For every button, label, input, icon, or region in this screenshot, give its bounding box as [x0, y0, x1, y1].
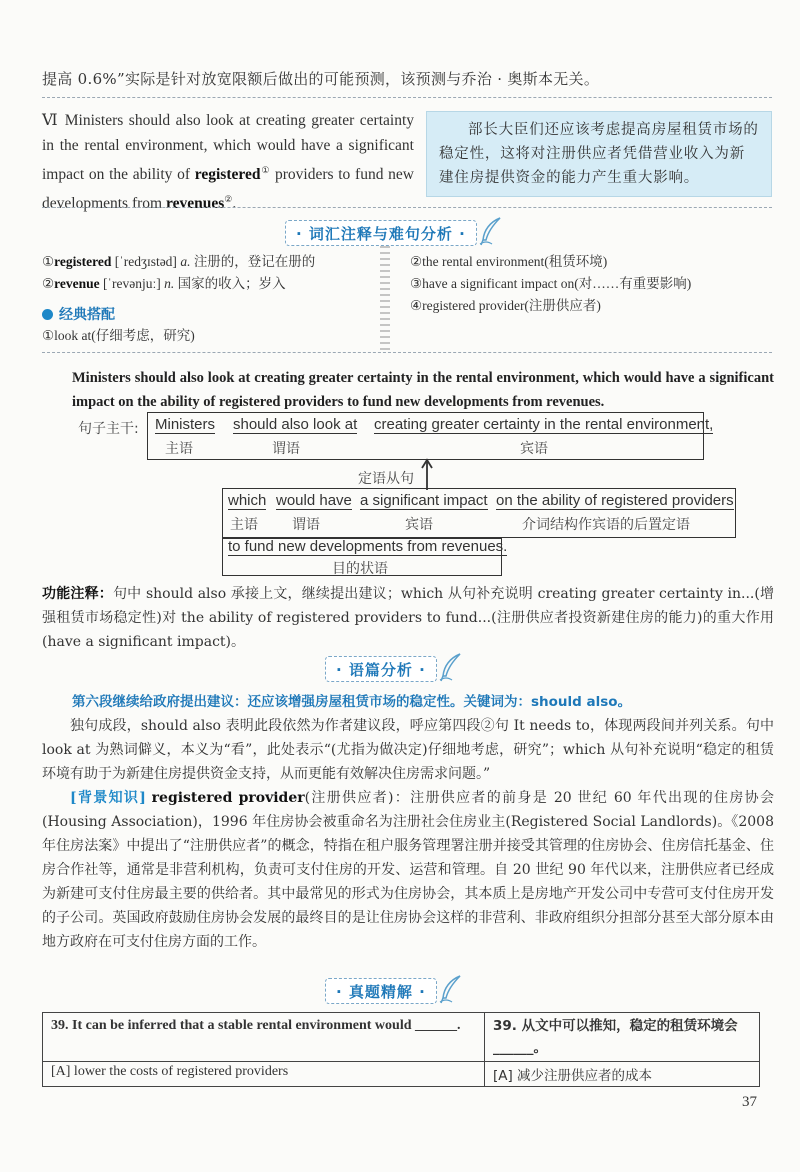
section-heading-discourse: · 语篇分析 · [325, 656, 437, 682]
discourse-summary: 第六段继续给政府提出建议：还应该增强房屋租赁市场的稳定性。关键词为：should also。 [72, 694, 632, 710]
analysis-sentence: Ministers should also look at creating greater certainty in the rental environment, which would have a significant impact on the ability of registered providers to fund new developments from revenues. [72, 370, 774, 410]
section-heading-exam: · 真题精解 · [325, 978, 437, 1004]
clause-part-modifier-cn: 介词结构作宾语的后置定语 [522, 517, 690, 533]
main-part-object: creating greater certainty in the rental environment, [374, 416, 714, 433]
clause-part-subject: which [228, 492, 267, 509]
clause-part-predicate-cn: 谓语 [292, 517, 320, 533]
main-part-subject-cn: 主语 [165, 441, 193, 457]
intro-line: 提高 0.6%”实际是针对放宽限额后做出的可能预测，该预测与乔治 · 奥斯本无关。 [42, 70, 600, 88]
option-a-cn: [A] 减少注册供应者的成本 [485, 1062, 760, 1087]
divider [42, 97, 772, 98]
function-note: 功能注释：句中 should also 承接上文，继续提出建议；which 从句补充说明 creating greater certainty in...(增强租赁市场稳定性)对 the ability of registered providers to fund...(注册供应者投资新建住房的能力)的重大作用(have a significant impact)。 [42, 586, 774, 650]
translation-box: 部长大臣们还应该考虑提高房屋租赁市场的稳定性，这将对注册供应者凭借营业收入为新建住房提供资金的能力产生重大影响。 [426, 111, 772, 197]
vocab-phrase: ③have a significant impact on(对……有重要影响) [410, 276, 692, 291]
clause-part-predicate: would have [276, 492, 352, 509]
paragraph-vi: Ⅵ Ministers should also look at creating greater certainty in the rental environment, which would have a significant impact on the ability of registered① providers to fund new developments from revenues②. [42, 112, 415, 213]
paragraph-numeral: Ⅵ [42, 112, 60, 129]
table-row [43, 1062, 760, 1087]
vocab-phrase: ②the rental environment(租赁环境) [410, 254, 608, 269]
main-part-predicate-cn: 谓语 [272, 441, 300, 457]
quill-icon [478, 216, 504, 246]
arrow-up-icon [420, 458, 434, 490]
discourse-body: 独句成段，should also 表明此段依然为作者建议段，呼应第四段②句 It needs to，体现两段间并列关系。句中 look at 为熟词僻义，本义为“看”，此处表示“(尤指为做决定)仔细地考虑，研究”；which 从句补充说明“稳定的租赁环境有助于为新建住房提供资金支持，从而更能有效解决住房需求问题。” [42, 718, 774, 782]
section-heading-vocab: · 词汇注释与难句分析 · [285, 220, 477, 246]
background-knowledge: [背景知识] registered provider(注册供应者)：注册供应者的前身是 20 世纪 60 年代出现的住房协会(Housing Association)，1996 年住房协会被重命名为注册社会住房业主(Registered Social Landlords)。《2008 年住房法案》中提出了“注册供应者”的概念，特指在租户服务管理署注册并接受其管理的住房协会、住房信托基金、住房合作社等，通常是非营利机构，负责可支付住房的开发、运营和管理。自 20 世纪 90 年代以来，注册供应者已经成为新建可支付住房最主要的供给者。其中最常见的形式为住房协会，其本质上是房地产开发公司中专营可支付住房开发的子公司。英国政府鼓励住房协会发展的最终目的是让住房协会这样的非营利、非政府组织分担部分甚至大部分原本由地方政府在可支付住房方面的工作。 [42, 790, 775, 950]
purpose-en: to fund new developments from revenues. [228, 538, 508, 555]
question-cn: 39. 从文中可以推知，稳定的租赁环境会______。 [485, 1013, 760, 1062]
collocation-item: ①look at(仔细考虑，研究) [42, 328, 195, 343]
page-number: 37 [742, 1094, 757, 1110]
vocab-item: ①registered [ˈredʒɪstəd] a. 注册的，登记在册的 [42, 254, 316, 269]
quill-icon [438, 652, 464, 682]
vocab-item: ②revenue [ˈrevənjuː] n. 国家的收入；岁入 [42, 276, 286, 291]
vocab-phrase: ④registered provider(注册供应者) [410, 298, 601, 313]
clause-part-object-cn: 宾语 [405, 517, 433, 533]
clause-part-modifier: on the ability of registered providers [496, 492, 734, 509]
main-clause-label: 句子主干: [78, 421, 139, 437]
binding-decoration [380, 246, 390, 350]
divider [42, 207, 772, 208]
table-row [43, 1013, 760, 1062]
collocation-heading: 经典搭配 [42, 304, 115, 324]
bullet-icon [42, 309, 53, 320]
quill-icon [438, 974, 464, 1004]
divider [42, 352, 772, 353]
question-table [42, 1012, 760, 1087]
main-part-predicate: should also look at [233, 416, 358, 433]
main-part-subject: Ministers [155, 416, 216, 433]
clause-part-subject-cn: 主语 [230, 517, 258, 533]
option-a-en: [A] lower the costs of registered providers [43, 1062, 485, 1087]
clause-part-object: a significant impact [360, 492, 488, 509]
purpose-cn: 目的状语 [332, 561, 388, 577]
attributive-clause-label: 定语从句 [358, 471, 414, 487]
question-en: 39. It can be inferred that a stable rental environment would ______. [43, 1013, 485, 1062]
main-part-object-cn: 宾语 [520, 441, 548, 457]
